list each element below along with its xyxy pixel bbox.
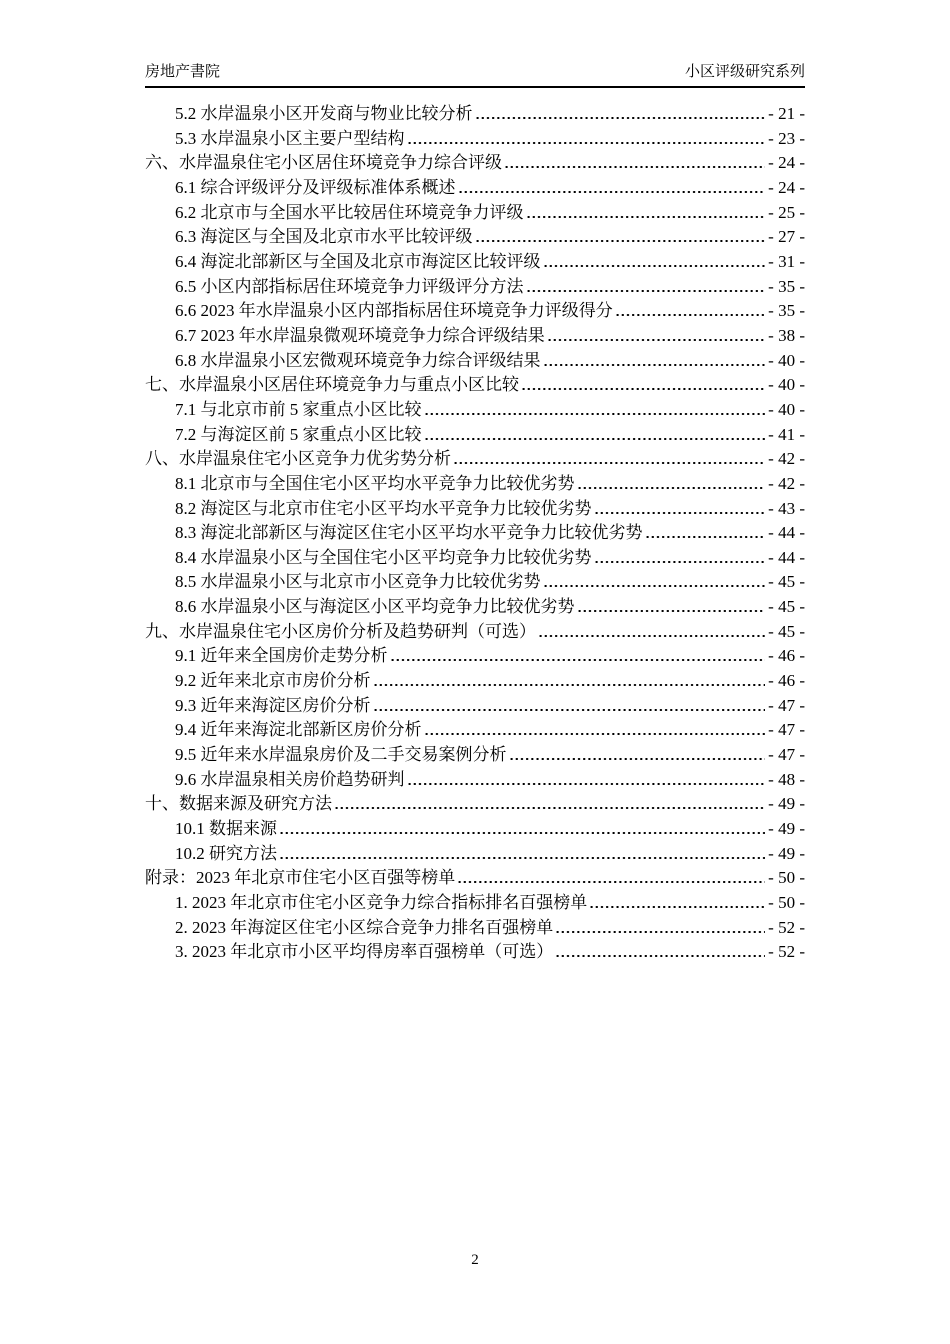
toc-entry-label: 5.3 水岸温泉小区主要户型结构 [175, 128, 405, 148]
toc-entry-page-number: - 24 - [768, 153, 805, 173]
toc-entry-label: 6.2 北京市与全国水平比较居住环境竞争力评级 [175, 202, 524, 222]
toc-dot-leader [645, 536, 766, 538]
toc-entry[interactable] [145, 891, 805, 916]
toc-entry[interactable] [145, 102, 805, 127]
toc-dot-leader [424, 413, 766, 415]
toc-entry-label: 10.2 研究方法 [175, 843, 277, 863]
toc-dot-leader [390, 659, 766, 661]
toc-dot-leader [504, 166, 765, 168]
table-of-contents [145, 102, 805, 965]
toc-entry-page-number: - 21 - [768, 104, 805, 123]
toc-entry[interactable] [145, 570, 805, 595]
toc-entry-label: 9.6 水岸温泉相关房价趋势研判 [175, 769, 405, 789]
header-right-text: 小区评级研究系列 [684, 63, 805, 80]
toc-entry-page-number: - 24 - [768, 177, 805, 197]
toc-dot-leader [475, 240, 766, 242]
toc-entry-page-number: - 43 - [768, 498, 805, 518]
toc-entry[interactable] [145, 201, 805, 226]
toc-dot-leader [555, 931, 765, 933]
toc-entry-label: 7.2 与海淀区前 5 家重点小区比较 [175, 424, 422, 444]
toc-entry-page-number: - 44 - [768, 547, 805, 567]
toc-dot-leader [526, 216, 766, 218]
toc-dot-leader [555, 955, 765, 957]
toc-entry[interactable] [145, 299, 805, 324]
toc-dot-leader [407, 783, 766, 785]
toc-entry[interactable] [145, 916, 805, 941]
toc-entry-label: 6.8 水岸温泉小区宏微观环境竞争力综合评级结果 [175, 350, 541, 370]
toc-dot-leader [577, 610, 766, 612]
toc-entry-page-number: - 52 - [768, 942, 805, 962]
toc-entry-label: 七、水岸温泉小区居住环境竞争力与重点小区比较 [145, 375, 519, 395]
toc-entry-page-number: - 23 - [768, 128, 805, 148]
toc-entry-page-number: - 42 - [768, 473, 805, 493]
toc-entry[interactable] [145, 792, 805, 817]
toc-entry-label: 八、水岸温泉住宅小区竞争力优劣势分析 [145, 449, 451, 469]
toc-dot-leader [538, 635, 765, 637]
toc-dot-leader [424, 733, 766, 735]
toc-dot-leader [594, 512, 766, 514]
toc-dot-leader [457, 881, 765, 883]
toc-entry-label: 8.1 北京市与全国住宅小区平均水平竞争力比较优劣势 [175, 473, 575, 493]
toc-entry-label: 9.2 近年来北京市房价分析 [175, 671, 371, 691]
toc-entry-page-number: - 27 - [768, 227, 805, 247]
toc-entry-label: 6.7 2023 年水岸温泉微观环境竞争力综合评级结果 [175, 325, 545, 345]
toc-dot-leader [589, 906, 765, 908]
toc-entry-label: 5.2 水岸温泉小区开发商与物业比较分析 [175, 104, 473, 123]
toc-entry[interactable] [145, 373, 805, 398]
toc-entry-page-number: - 40 - [768, 350, 805, 370]
toc-entry-label: 8.3 海淀北部新区与海淀区住宅小区平均水平竞争力比较优劣势 [175, 523, 643, 543]
toc-entry[interactable] [145, 275, 805, 300]
toc-entry-page-number: - 46 - [768, 646, 805, 666]
toc-entry-page-number: - 52 - [768, 917, 805, 937]
toc-dot-leader [453, 462, 765, 464]
toc-entry-page-number: - 40 - [768, 375, 805, 395]
toc-dot-leader [458, 191, 766, 193]
toc-entry[interactable] [145, 768, 805, 793]
toc-entry[interactable] [145, 176, 805, 201]
toc-entry[interactable] [145, 250, 805, 275]
toc-entry-label: 6.1 综合评级评分及评级标准体系概述 [175, 177, 456, 197]
toc-dot-leader [373, 684, 766, 686]
toc-entry[interactable] [145, 866, 805, 891]
toc-entry-page-number: - 49 - [768, 819, 805, 839]
toc-entry-label: 6.5 小区内部指标居住环境竞争力评级评分方法 [175, 276, 524, 296]
toc-entry-page-number: - 47 - [768, 695, 805, 715]
toc-entry-label: 1. 2023 年北京市住宅小区竞争力综合指标排名百强榜单 [175, 893, 588, 912]
toc-entry-page-number: - 45 - [768, 621, 805, 641]
toc-entry-page-number: - 40 - [768, 399, 805, 419]
toc-entry-label: 6.4 海淀北部新区与全国及北京市海淀区比较评级 [175, 251, 541, 271]
toc-entry[interactable] [145, 225, 805, 250]
toc-dot-leader [543, 364, 766, 366]
toc-entry-page-number: - 38 - [768, 325, 805, 345]
toc-entry-page-number: - 50 - [768, 893, 805, 912]
toc-entry-label: 8.5 水岸温泉小区与北京市小区竞争力比较优劣势 [175, 572, 541, 592]
toc-entry-label: 九、水岸温泉住宅小区房价分析及趋势研判（可选） [145, 621, 536, 641]
toc-entry-page-number: - 50 - [768, 868, 805, 888]
toc-dot-leader [509, 758, 766, 760]
toc-entry-label: 六、水岸温泉住宅小区居住环境竞争力综合评级 [145, 153, 502, 173]
toc-entry-label: 2. 2023 年海淀区住宅小区综合竞争力排名百强榜单 [175, 917, 554, 937]
toc-dot-leader [279, 832, 765, 834]
toc-entry-label: 9.3 近年来海淀区房价分析 [175, 695, 371, 715]
toc-entry-page-number: - 35 - [768, 276, 805, 296]
toc-entry-page-number: - 45 - [768, 572, 805, 592]
toc-entry[interactable] [145, 743, 805, 768]
toc-dot-leader [279, 857, 765, 859]
toc-dot-leader [594, 561, 766, 563]
toc-entry[interactable] [145, 644, 805, 669]
toc-entry[interactable] [145, 940, 805, 965]
toc-entry-label: 6.3 海淀区与全国及北京市水平比较评级 [175, 227, 473, 247]
toc-entry-page-number: - 49 - [768, 794, 805, 814]
toc-entry-page-number: - 25 - [768, 202, 805, 222]
toc-entry[interactable] [145, 472, 805, 497]
toc-entry-label: 9.1 近年来全国房价走势分析 [175, 646, 388, 666]
toc-entry[interactable] [145, 595, 805, 620]
toc-entry-page-number: - 49 - [768, 843, 805, 863]
toc-entry-label: 8.6 水岸温泉小区与海淀区小区平均竞争力比较优劣势 [175, 597, 575, 617]
toc-entry-label: 7.1 与北京市前 5 家重点小区比较 [175, 399, 422, 419]
toc-dot-leader [526, 290, 766, 292]
toc-entry-label: 附录：2023 年北京市住宅小区百强等榜单 [145, 868, 456, 888]
toc-entry[interactable] [145, 620, 805, 645]
toc-entry[interactable] [145, 842, 805, 867]
toc-entry-page-number: - 44 - [768, 523, 805, 543]
toc-dot-leader [475, 117, 766, 119]
toc-entry-page-number: - 35 - [768, 301, 805, 321]
toc-dot-leader [615, 314, 765, 316]
toc-entry[interactable] [145, 669, 805, 694]
toc-entry-label: 3. 2023 年北京市小区平均得房率百强榜单（可选） [175, 942, 554, 962]
toc-entry[interactable] [145, 349, 805, 374]
toc-dot-leader [334, 807, 765, 809]
toc-entry[interactable] [145, 817, 805, 842]
toc-entry[interactable] [145, 324, 805, 349]
toc-entry-label: 8.4 水岸温泉小区与全国住宅小区平均竞争力比较优劣势 [175, 547, 592, 567]
toc-entry-page-number: - 47 - [768, 720, 805, 740]
toc-entry-label: 9.4 近年来海淀北部新区房价分析 [175, 720, 422, 740]
toc-entry-label: 6.6 2023 年水岸温泉小区内部指标居住环境竞争力评级得分 [175, 301, 613, 321]
toc-dot-leader [547, 339, 765, 341]
toc-entry[interactable] [145, 447, 805, 472]
header-left-text: 房地产書院 [145, 63, 221, 80]
toc-entry-label: 8.2 海淀区与北京市住宅小区平均水平竞争力比较优劣势 [175, 498, 592, 518]
toc-entry[interactable] [145, 718, 805, 743]
toc-entry-label: 9.5 近年来水岸温泉房价及二手交易案例分析 [175, 745, 507, 765]
toc-entry-page-number: - 31 - [768, 251, 805, 271]
toc-entry[interactable] [145, 497, 805, 522]
toc-dot-leader [424, 438, 766, 440]
toc-entry-label: 十、数据来源及研究方法 [145, 794, 332, 814]
toc-dot-leader [407, 142, 766, 144]
toc-entry-page-number: - 46 - [768, 671, 805, 691]
page-footer [0, 1252, 950, 1269]
toc-dot-leader [543, 585, 766, 587]
toc-entry[interactable] [145, 127, 805, 152]
toc-entry[interactable] [145, 521, 805, 546]
page-header [145, 60, 805, 88]
toc-dot-leader [521, 388, 765, 390]
toc-entry-page-number: - 42 - [768, 449, 805, 469]
toc-entry-page-number: - 48 - [768, 769, 805, 789]
toc-entry[interactable] [145, 694, 805, 719]
toc-dot-leader [373, 709, 766, 711]
toc-entry-page-number: - 47 - [768, 745, 805, 765]
toc-entry-page-number: - 41 - [768, 424, 805, 444]
toc-entry[interactable] [145, 546, 805, 571]
toc-dot-leader [543, 265, 766, 267]
toc-entry-label: 10.1 数据来源 [175, 819, 277, 839]
toc-entry-page-number: - 45 - [768, 597, 805, 617]
page-number: 2 [471, 1252, 479, 1268]
toc-entry[interactable] [145, 398, 805, 423]
toc-entry[interactable] [145, 151, 805, 176]
toc-dot-leader [577, 487, 766, 489]
toc-entry[interactable] [145, 423, 805, 448]
